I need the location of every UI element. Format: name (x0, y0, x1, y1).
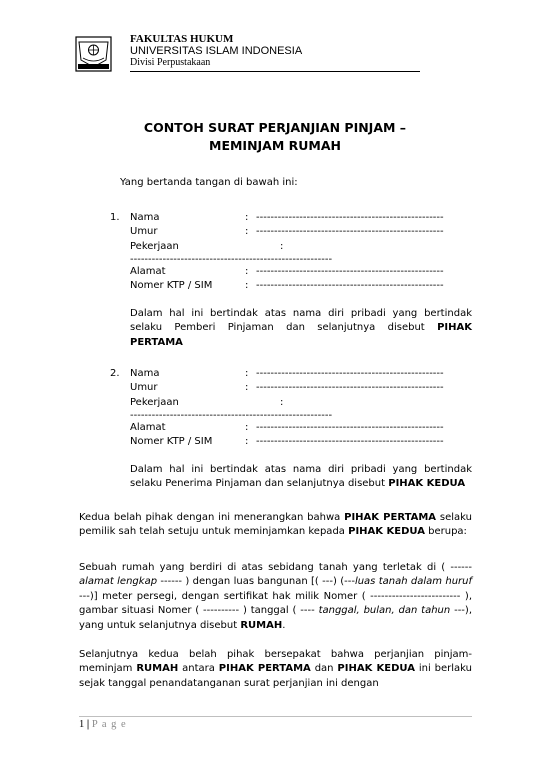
para2-text-c: ------ ) dengan luas bangunan [( ---) (--- (160, 576, 355, 588)
para3-text-e: dan (314, 663, 334, 675)
para2-text-e: ---)] meter persegi, dengan sertifikat hak milik Nomer ( ------------------------- ), gambar situasi Nomer ( ---------- ) tanggal ( ---- (79, 590, 472, 617)
university-name: UNIVERSITAS ISLAM INDONESIA (130, 45, 303, 57)
party-2-ktp-field[interactable]: ---------------------------------------------------- (256, 436, 444, 447)
faculty-name: FAKULTAS HUKUM (130, 33, 234, 45)
para1-text-a: Kedua belah pihak dengan ini menerangkan bahwa (79, 512, 341, 523)
party-1-pekerjaan-label: Pekerjaan (130, 241, 179, 252)
para2-date-placeholder: tanggal, bulan, dan tahun (318, 605, 451, 617)
party-1-number: 1. (110, 212, 120, 223)
page-number: 1 (79, 719, 85, 730)
page-footer (79, 719, 127, 730)
para3-pihak-pertama: PIHAK PERTAMA (218, 663, 311, 675)
para1-text-c: selaku pemilik sah telah setuju untuk meminjamkan kepada (79, 512, 472, 538)
party-1-nama-field[interactable]: ---------------------------------------------------- (256, 212, 444, 223)
title-line-2: MEMINJAM RUMAH (209, 138, 341, 153)
party-2-nama-label: Nama (130, 368, 160, 379)
property-paragraph (79, 561, 472, 633)
party-1-nama-label: Nama (130, 212, 160, 223)
page-separator: | (86, 719, 90, 730)
para2-period: . (282, 619, 286, 631)
party-1-designation: PIHAK PERTAMA (130, 322, 472, 348)
institution-header (130, 33, 302, 69)
party-1-alamat-field[interactable]: ---------------------------------------------------- (256, 266, 444, 277)
party-2-pekerjaan-label: Pekerjaan (130, 397, 179, 408)
party-1-umur-label: Umur (130, 226, 158, 237)
party-2-ktp-colon: : (245, 436, 249, 447)
party-2-alamat-colon: : (245, 422, 249, 433)
division-name: Divisi Perpustakaan (130, 57, 211, 68)
title-line-1: CONTOH SURAT PERJANJIAN PINJAM – (143, 120, 407, 135)
intro-text: Yang bertanda tangan di bawah ini: (120, 177, 298, 188)
party-1-ktp-field[interactable]: ---------------------------------------------------- (256, 280, 444, 291)
party-2-ktp-label: Nomer KTP / SIM (130, 436, 213, 447)
para2-text-a: Sebuah rumah yang berdiri di atas sebidang tanah yang terletak di ( ------ (79, 562, 472, 573)
party-1-umur-colon: : (245, 226, 249, 237)
party-2-description (130, 463, 472, 492)
party-2-nama-field[interactable]: ---------------------------------------------------- (256, 368, 444, 379)
party-1-pekerjaan-field[interactable]: -------------------------------------------------------- (130, 254, 333, 265)
para2-address-placeholder: alamat lengkap (79, 576, 158, 588)
para3-rumah: RUMAH (136, 663, 179, 675)
document-title (100, 119, 450, 155)
para1-text-e: berupa: (428, 526, 467, 538)
party-2-umur-colon: : (245, 382, 249, 393)
header-divider (130, 71, 420, 72)
university-logo-icon (75, 36, 112, 72)
party-2-number: 2. (110, 368, 120, 379)
page-label: P a g e (91, 719, 127, 730)
para3-text-g: ini berlaku sejak tanggal penandatanganan surat perjanjian ini dengan (79, 663, 473, 689)
party-2-desc-text: Dalam hal ini bertindak atas nama diri pribadi yang bertindak selaku Penerima Pinjaman dan selanjutnya disebut (130, 464, 472, 490)
party-2-alamat-label: Alamat (130, 422, 166, 433)
para3-text-c: antara (182, 663, 215, 675)
party-2-umur-label: Umur (130, 382, 158, 393)
para2-area-placeholder: luas tanah dalam huruf (354, 576, 473, 588)
para3-pihak-kedua: PIHAK KEDUA (337, 663, 415, 675)
party-1-alamat-colon: : (245, 266, 249, 277)
para2-text-g: ---), yang untuk selanjutnya disebut (79, 605, 472, 631)
party-2-pekerjaan-field[interactable]: -------------------------------------------------------- (130, 410, 333, 421)
party-1-umur-field[interactable]: ---------------------------------------------------- (256, 226, 444, 237)
party-2-alamat-field[interactable]: ---------------------------------------------------- (256, 422, 444, 433)
party-2-designation: PIHAK KEDUA (388, 478, 466, 490)
party-2-nama-colon: : (245, 368, 249, 379)
party-2-pekerjaan-colon: : (280, 397, 284, 408)
para2-rumah: RUMAH (240, 619, 283, 631)
footer-divider (79, 716, 472, 717)
party-1-ktp-label: Nomer KTP / SIM (130, 280, 213, 291)
para1-pihak-pertama: PIHAK PERTAMA (344, 512, 437, 523)
party-1-ktp-colon: : (245, 280, 249, 291)
para3-text-a: Selanjutnya kedua belah pihak bersepakat bahwa perjanjian pinjam-meminjam (79, 649, 472, 675)
agreement-paragraph (79, 511, 472, 540)
party-2-umur-field[interactable]: ---------------------------------------------------- (256, 382, 444, 393)
party-1-desc-text: Dalam hal ini bertindak atas nama diri pribadi yang bertindak selaku Pemberi Pinjaman dan selanjutnya disebut (130, 308, 472, 334)
party-1-description (130, 307, 472, 350)
party-1-pekerjaan-colon: : (280, 241, 284, 252)
party-1-nama-colon: : (245, 212, 249, 223)
para1-pihak-kedua: PIHAK KEDUA (348, 526, 425, 538)
party-1-alamat-label: Alamat (130, 266, 166, 277)
validity-paragraph (79, 648, 472, 691)
